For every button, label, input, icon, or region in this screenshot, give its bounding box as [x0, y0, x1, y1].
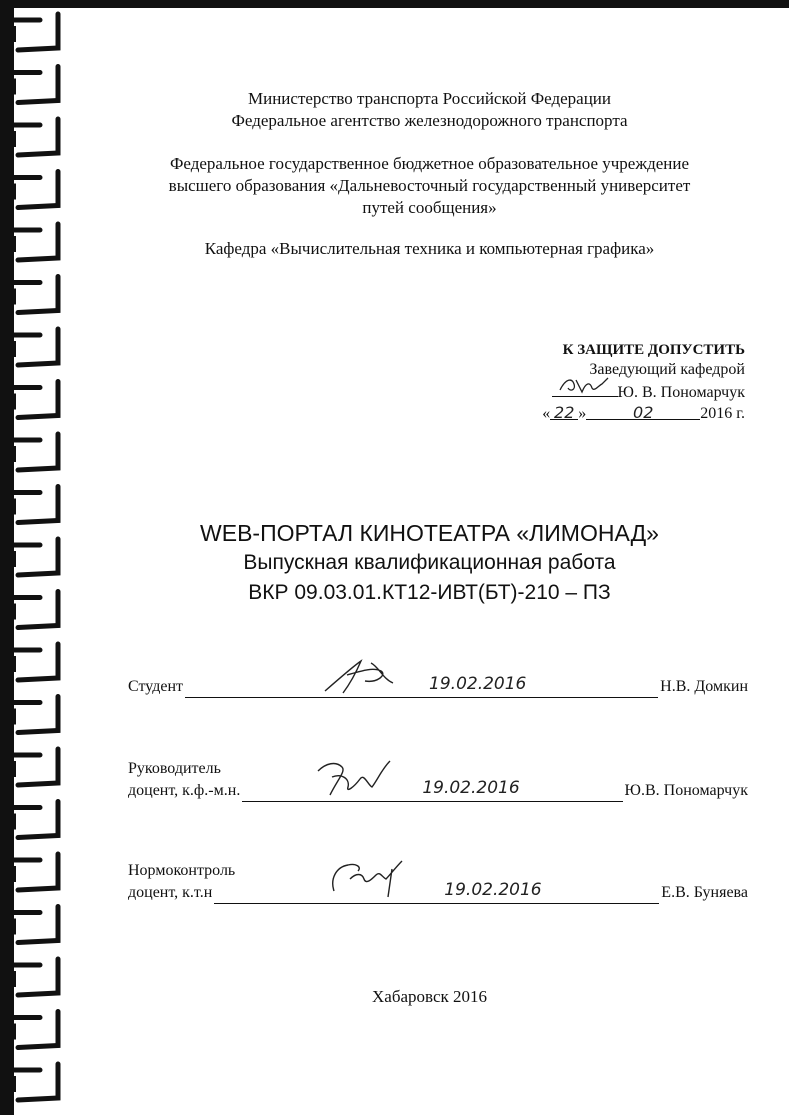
institution-block	[70, 153, 789, 219]
binding-rings	[0, 0, 70, 1115]
institution-line-2: высшего образования «Дальневосточный государственный университет	[168, 176, 691, 195]
institution-line-3: путей сообщения»	[362, 198, 497, 217]
header-block	[70, 88, 789, 132]
approval-signature-line	[505, 380, 745, 403]
normcontrol-label-2: доцент, к.т.н	[128, 884, 213, 901]
supervisor-signature-icon	[312, 757, 402, 801]
student-signature-icon	[321, 657, 401, 697]
approval-year: 2016 г.	[700, 405, 745, 422]
student-row	[128, 676, 748, 698]
normcontrol-signature-line	[214, 880, 659, 904]
normcontrol-signature-icon	[326, 857, 416, 901]
student-signature-line	[185, 674, 658, 698]
normcontrol-label-1: Нормоконтроль	[128, 862, 236, 879]
quote-open: «	[542, 405, 551, 422]
scan-top-edge	[0, 0, 789, 8]
approval-month: 02	[586, 403, 700, 420]
student-label: Студент	[128, 678, 184, 695]
supervisor-row	[128, 758, 748, 802]
title-line-3: ВКР 09.03.01.КТ12-ИВТ(БТ)-210 – ПЗ	[248, 581, 611, 604]
approval-date-line	[505, 403, 745, 424]
supervisor-label-2: доцент, к.ф.-м.н.	[128, 782, 241, 799]
title-line-2: Выпускная квалификационная работа	[243, 551, 616, 574]
approval-day: 22	[550, 403, 578, 420]
student-name: Н.В. Домкин	[660, 678, 748, 695]
agency-line: Федеральное агентство железнодорожного транспорта	[231, 111, 628, 130]
supervisor-name: Ю.В. Пономарчук	[624, 782, 748, 799]
approval-position: Заведующий кафедрой	[589, 361, 745, 378]
title-line-1: WEB-ПОРТАЛ КИНОТЕАТРА «ЛИМОНАД»	[200, 520, 659, 546]
supervisor-label-1: Руководитель	[128, 760, 221, 777]
handwritten-signature-icon	[552, 374, 618, 396]
city-year: Хабаровск 2016	[372, 987, 487, 1006]
department-block	[70, 238, 789, 260]
supervisor-signature-line	[242, 778, 622, 802]
head-signature	[552, 380, 618, 397]
supervisor-date: 19.02.2016	[422, 778, 520, 798]
normcontrol-date: 19.02.2016	[444, 880, 542, 900]
approval-block	[505, 340, 745, 424]
ministry-line: Министерство транспорта Российской Федерации	[247, 89, 611, 108]
title-block	[70, 518, 789, 608]
normcontrol-row	[128, 860, 748, 904]
institution-line-1: Федеральное государственное бюджетное образовательное учреждение	[169, 154, 690, 173]
approval-heading: К ЗАЩИТЕ ДОПУСТИТЬ	[562, 342, 745, 358]
approval-name: Ю. В. Пономарчук	[617, 384, 745, 401]
student-date: 19.02.2016	[429, 674, 527, 694]
department-line: Кафедра «Вычислительная техника и компьютерная графика»	[204, 239, 655, 258]
quote-close: »	[578, 405, 587, 422]
normcontrol-name: Е.В. Буняева	[661, 884, 748, 901]
